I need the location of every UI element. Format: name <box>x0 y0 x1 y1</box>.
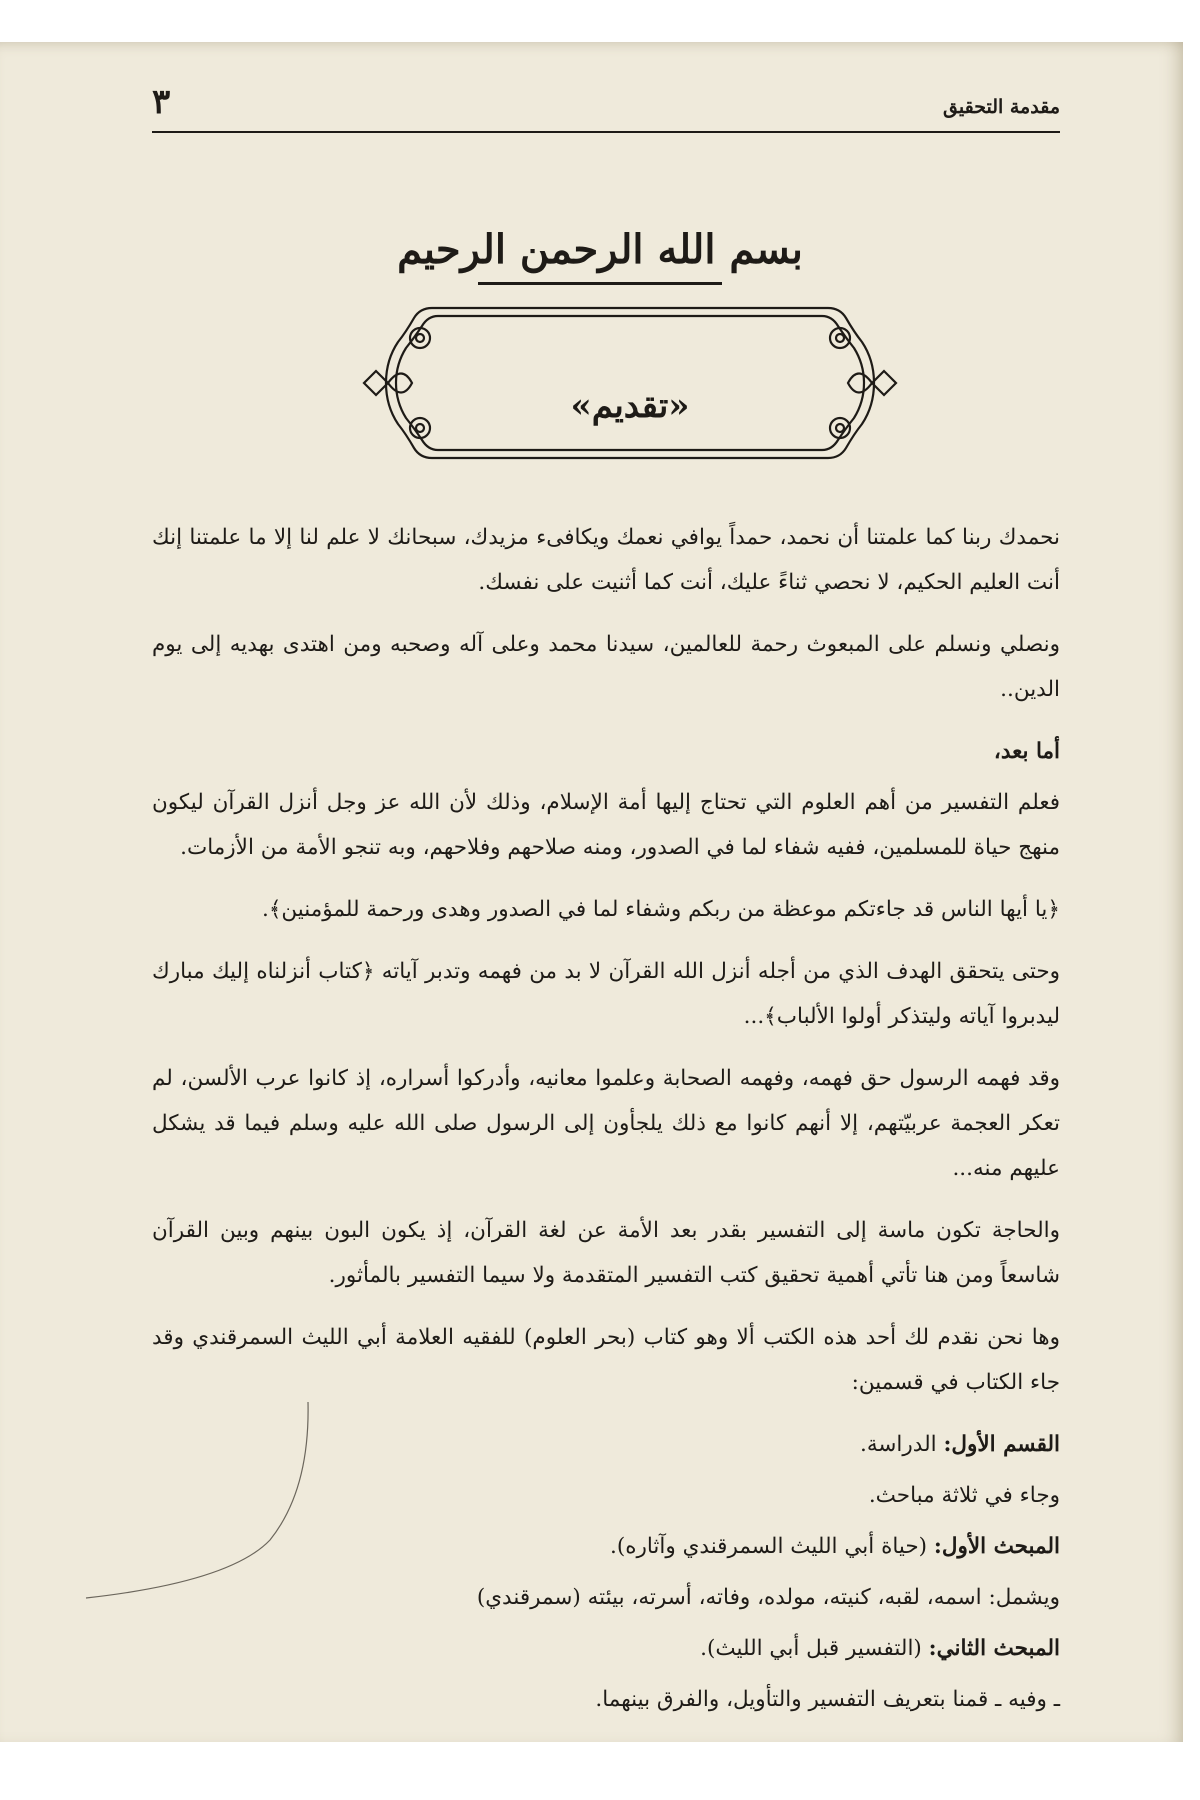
topic2-label: المبحث الثاني: <box>928 1636 1060 1661</box>
paragraph: نحمدك ربنا كما علمتنا أن نحمد، حمداً يوافي نعمك ويكافىء مزيدك، سبحانك لا علم لنا إلا ما علمتنا إنك أنت العليم الحكيم، لا نحصي ثناءً عليك، أنت كما أثنيت على نفسك. <box>152 525 1060 595</box>
part1-text: الدراسة. <box>860 1432 937 1457</box>
paragraph: وقد فهمه الرسول حق فهمه، وفهمه الصحابة وعلموا معانيه، وأدركوا أسراره، إذ كانوا عرب الألسن، لم تعكر العجمة عربيّتهم، إلا أنهم كانوا مع ذلك يلجأون إلى الرسول صلى الله عليه وسلم فيما قد يشكل عليهم منه... <box>152 1066 1060 1181</box>
part1-label: القسم الأول: <box>943 1432 1060 1457</box>
part1-note: وجاء في ثلاثة مباحث. <box>868 1483 1060 1508</box>
paragraph: وحتى يتحقق الهدف الذي من أجله أنزل الله القرآن لا بد من فهمه وتدبر آياته ﴿كتاب أنزلناه إليك مبارك ليدبروا آياته وليتذكر أولوا الألباب﴾... <box>152 959 1060 1029</box>
paragraph: ونصلي ونسلم على المبعوث رحمة للعالمين، سيدنا محمد وعلى آله وصحبه ومن اهتدى بهديه إلى يوم الدين.. <box>152 632 1060 702</box>
quran-verse: ﴿يا أيها الناس قد جاءتكم موعظة من ربكم وشفاء لما في الصدور وهدى ورحمة للمؤمنين﴾. <box>262 897 1060 922</box>
basmala-underline <box>478 282 722 285</box>
topic1-label: المبحث الأول: <box>933 1534 1060 1559</box>
topic1-text: (حياة أبي الليث السمرقندي وآثاره). <box>609 1534 928 1559</box>
ornamental-frame-border <box>362 302 898 464</box>
paragraph: أما بعد، <box>993 739 1060 764</box>
basmala: بسم الله الرحمن الرحيم <box>397 226 803 273</box>
running-head: مقدمة التحقيق <box>943 96 1060 118</box>
section-title: «تقديم» <box>570 386 690 426</box>
outline-topic2 <box>152 1626 1060 1671</box>
topic2-text: (التفسير قبل أبي الليث). <box>700 1636 922 1661</box>
pencil-mark <box>80 1400 310 1600</box>
page-header <box>152 82 1060 126</box>
paragraph: وها نحن نقدم لك أحد هذه الكتب ألا وهو كتاب (بحر العلوم) للفقيه العلامة أبي الليث السمرقندي وقد جاء الكتاب في قسمين: <box>152 1325 1060 1395</box>
paragraph: فعلم التفسير من أهم العلوم التي تحتاج إليها أمة الإسلام، وذلك لأن الله عز وجل أنزل القرآن ليكون منهج حياة للمسلمين، ففيه شفاء لما في الصدور، ومنه صلاحهم وفلاحهم، وبه تنجو الأمة من الأزمات. <box>152 790 1060 860</box>
page-number: ٣ <box>152 82 171 122</box>
topic1-contents: ويشمل: اسمه، لقبه، كنيته، مولده، وفاته، أسرته، بيئته (سمرقندي) <box>476 1585 1060 1610</box>
header-rule <box>152 131 1060 133</box>
paragraph: والحاجة تكون ماسة إلى التفسير بقدر بعد الأمة عن لغة القرآن، إذ يكون البون بينهم وبين القرآن شاسعاً ومن هنا تأتي أهمية تحقيق كتب التفسير المتقدمة ولا سيما التفسير بالمأثور. <box>152 1218 1060 1288</box>
topic2-contents: ـ وفيه ـ قمنا بتعريف التفسير والتأويل، والفرق بينهما. <box>595 1687 1060 1712</box>
ornamental-title-frame <box>362 302 898 464</box>
